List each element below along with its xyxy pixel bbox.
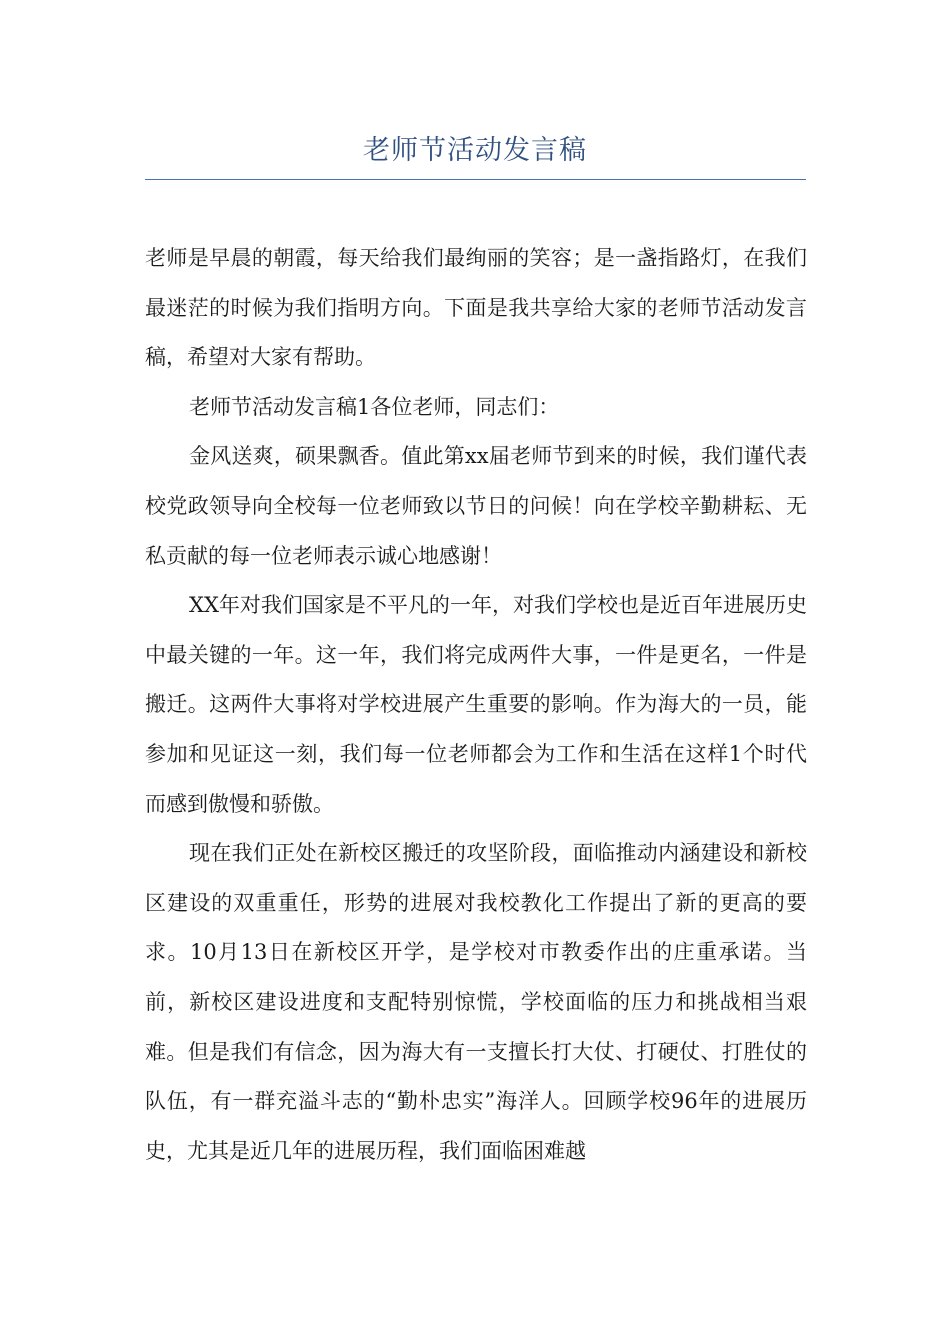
title-underline xyxy=(145,179,806,180)
paragraph-intro: 老师是早晨的朝霞，每天给我们最绚丽的笑容；是一盏指路灯，在我们最迷茫的时候为我们指明方向。下面是我共享给大家的老师节活动发言稿，希望对大家有帮助。 xyxy=(145,246,807,370)
paragraph-opening: 金风送爽，硕果飘香。值此第xx届老师节到来的时候，我们谨代表校党政领导向全校每一位老师致以节日的问候！向在学校辛勤耕耘、无私贡献的每一位老师表示诚心地感谢！ xyxy=(145,444,807,568)
document-title: 老师节活动发言稿 xyxy=(363,135,587,166)
paragraph-greeting: 老师节活动发言稿1各位老师，同志们： xyxy=(189,394,560,419)
paragraph-year-review: XX年对我们国家是不平凡的一年，对我们学校也是近百年进展历史中最关键的一年。这一年，我们将完成两件大事，一件是更名，一件是搬迁。这两件大事将对学校进展产生重要的影响。作为海大的一员，能参加和见证这一刻，我们每一位老师都会为工作和生活在这样1个时代而感到傲慢和骄傲。 xyxy=(145,593,807,816)
document-body xyxy=(145,234,807,1176)
paragraph-current-tasks: 现在我们正处在新校区搬迁的攻坚阶段，面临推动内涵建设和新校区建设的双重重任，形势的进展对我校教化工作提出了新的更高的要求。10月13日在新校区开学，是学校对市教委作出的庄重承诺。当前，新校区建设进度和支配特别惊慌，学校面临的压力和挑战相当艰难。但是我们有信念，因为海大有一支擅长打大仗、打硬仗、打胜仗的队伍，有一群充溢斗志的“勤朴忠实”海洋人。回顾学校96年的进展历史，尤其是近几年的进展历程，我们面临困难越 xyxy=(145,841,807,1163)
